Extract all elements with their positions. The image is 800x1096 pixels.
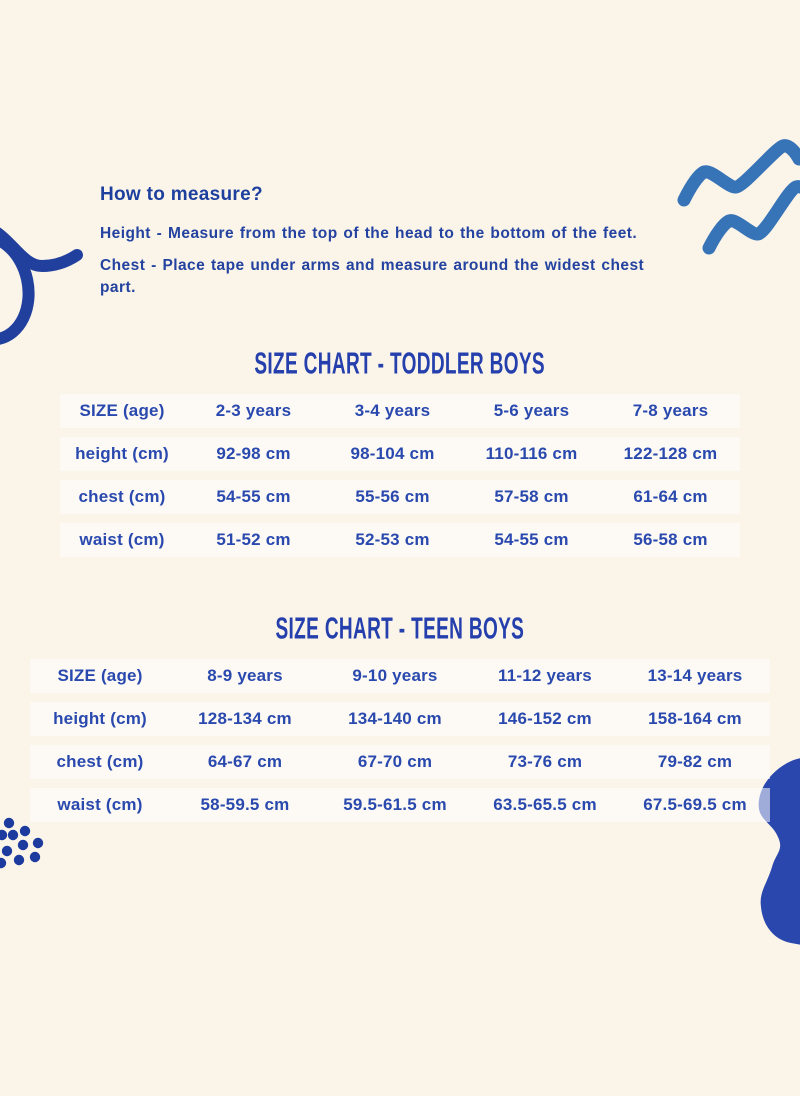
zigzag-waves-icon [653,132,800,267]
column-header: 7-8 years [601,394,740,428]
column-header: 5-6 years [462,394,601,428]
column-header: 3-4 years [323,394,462,428]
table-cell: 51-52 cm [184,523,323,557]
table-cell: 134-140 cm [320,702,470,736]
table-cell: 59.5-61.5 cm [320,788,470,822]
row-label: height (cm) [30,702,170,736]
row-label: height (cm) [60,437,184,471]
table-cell: 158-164 cm [620,702,770,736]
teen-size-table [30,650,770,831]
table-row [60,523,740,557]
table-cell: 146-152 cm [470,702,620,736]
table-cell: 54-55 cm [462,523,601,557]
table-cell: 128-134 cm [170,702,320,736]
table-cell: 52-53 cm [323,523,462,557]
column-header: 13-14 years [620,659,770,693]
table-row [60,480,740,514]
table-cell: 110-116 cm [462,437,601,471]
table-row [60,437,740,471]
table-cell: 61-64 cm [601,480,740,514]
table-cell: 56-58 cm [601,523,740,557]
toddler-chart-title: SIZE CHART - TODDLER BOYS [254,346,546,381]
table-cell: 57-58 cm [462,480,601,514]
toddler-size-section [0,346,800,566]
header-row [60,394,740,428]
table-cell: 55-56 cm [323,480,462,514]
row-label: chest (cm) [60,480,184,514]
table-cell: 79-82 cm [620,745,770,779]
table-cell: 67.5-69.5 cm [620,788,770,822]
row-label: waist (cm) [60,523,184,557]
table-cell: 92-98 cm [184,437,323,471]
column-header: 8-9 years [170,659,320,693]
table-row [30,702,770,736]
table-cell: 98-104 cm [323,437,462,471]
how-to-measure-heading: How to measure? [100,184,263,205]
how-to-measure-section [100,184,668,309]
teen-size-section [0,611,800,831]
table-cell: 63.5-65.5 cm [470,788,620,822]
row-label: SIZE (age) [30,659,170,693]
table-cell: 122-128 cm [601,437,740,471]
toddler-size-table [60,385,740,566]
column-header: 11-12 years [470,659,620,693]
column-header: 2-3 years [184,394,323,428]
table-row [30,788,770,822]
column-header: 9-10 years [320,659,470,693]
header-row [30,659,770,693]
table-row [30,745,770,779]
loop-scribble-icon [0,216,92,348]
chest-instruction: Chest - Place tape under arms and measure around the widest chest part. [100,257,645,296]
row-label: chest (cm) [30,745,170,779]
table-cell: 54-55 cm [184,480,323,514]
table-cell: 73-76 cm [470,745,620,779]
table-cell: 67-70 cm [320,745,470,779]
table-cell: 64-67 cm [170,745,320,779]
teen-chart-title: SIZE CHART - TEEN BOYS [275,611,525,646]
table-cell: 58-59.5 cm [170,788,320,822]
row-label: SIZE (age) [60,394,184,428]
height-instruction: Height - Measure from the top of the head to the bottom of the feet. [100,225,638,242]
row-label: waist (cm) [30,788,170,822]
